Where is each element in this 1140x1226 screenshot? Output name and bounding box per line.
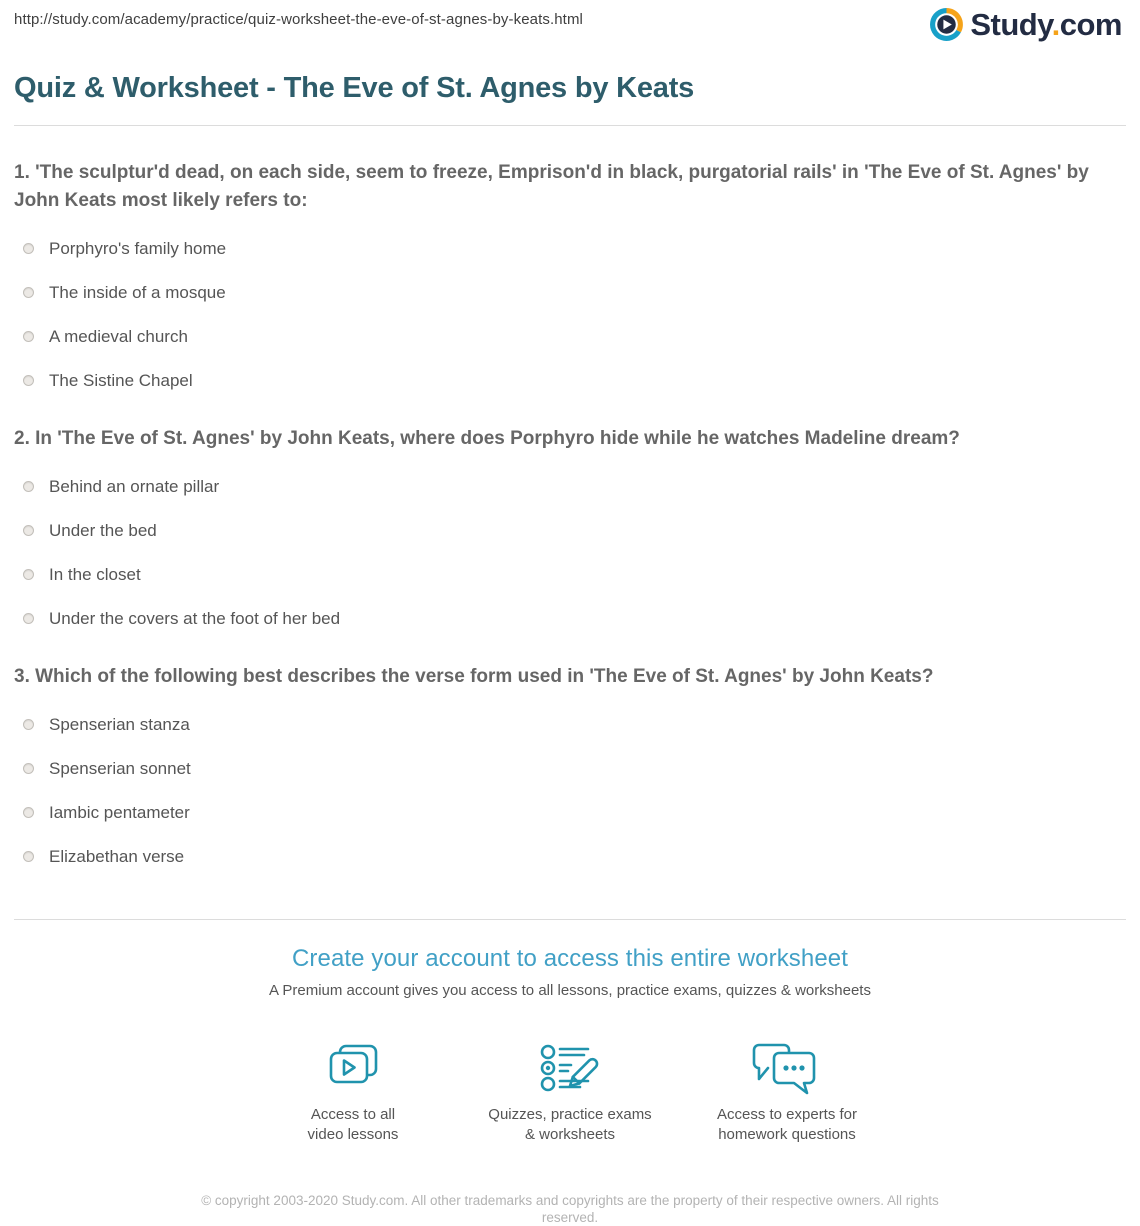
question-text: 2. In 'The Eve of St. Agnes' by John Keats, where does Porphyro hide while he watches Madeline dream? (14, 428, 960, 449)
option-label[interactable]: Under the covers at the foot of her bed (49, 608, 341, 628)
radio-button[interactable] (23, 763, 34, 774)
page-header (0, 0, 1140, 50)
feature-label: Access to all video lessons (307, 1106, 399, 1143)
feature-quizzes-worksheets (462, 1041, 679, 1145)
option-label[interactable]: Elizabethan verse (49, 846, 185, 866)
radio-button[interactable] (23, 569, 34, 580)
radio-button[interactable] (23, 375, 34, 386)
answer-option[interactable] (14, 281, 1126, 304)
feature-expert-help (679, 1041, 896, 1145)
copyright-text: © copyright 2003-2020 Study.com. All other trademarks and copyrights are the property of their respective owners. All rights reserved. (201, 1193, 939, 1225)
cta-divider (14, 919, 1126, 920)
answer-option[interactable] (14, 369, 1126, 392)
option-label[interactable]: A medieval church (49, 326, 188, 346)
question-3-options (14, 713, 1126, 868)
studycom-logo[interactable] (928, 6, 1122, 43)
question-2-options (14, 475, 1126, 630)
radio-button[interactable] (23, 525, 34, 536)
radio-button[interactable] (23, 481, 34, 492)
radio-button[interactable] (23, 613, 34, 624)
option-label[interactable]: Spenserian stanza (49, 714, 190, 734)
cta-heading: Create your account to access this entire worksheet (291, 945, 849, 972)
answer-option[interactable] (14, 607, 1126, 630)
answer-option[interactable] (14, 237, 1126, 260)
radio-button[interactable] (23, 807, 34, 818)
studycom-logo-text: Study.com (970, 6, 1122, 42)
studycom-logo-icon (928, 6, 965, 43)
video-lessons-icon (245, 1041, 462, 1096)
answer-option[interactable] (14, 845, 1126, 868)
feature-video-lessons (245, 1041, 462, 1145)
answer-option[interactable] (14, 563, 1126, 586)
radio-button[interactable] (23, 287, 34, 298)
cta-section (14, 945, 1126, 1226)
radio-button[interactable] (23, 243, 34, 254)
answer-option[interactable] (14, 713, 1126, 736)
question-2 (14, 425, 1126, 630)
answer-option[interactable] (14, 325, 1126, 348)
answer-option[interactable] (14, 475, 1126, 498)
question-text: 1. 'The sculptur'd dead, on each side, seem to freeze, Emprison'd in black, purgatorial rails' in 'The Eve of St. Agnes' by John Keats most likely refers to: (14, 162, 1089, 211)
question-text: 3. Which of the following best describes the verse form used in 'The Eve of St. Agnes' by John Keats? (14, 666, 934, 687)
answer-option[interactable] (14, 801, 1126, 824)
question-3 (14, 663, 1126, 868)
option-label[interactable]: The inside of a mosque (49, 282, 226, 302)
answer-option[interactable] (14, 757, 1126, 780)
feature-list (14, 1041, 1126, 1145)
cta-subheading: A Premium account gives you access to all lessons, practice exams, quizzes & worksheets (269, 982, 871, 999)
option-label[interactable]: Behind an ornate pillar (49, 476, 220, 496)
page-url: http://study.com/academy/practice/quiz-worksheet-the-eve-of-st-agnes-by-keats.html (14, 11, 583, 28)
option-label[interactable]: The Sistine Chapel (49, 370, 193, 390)
option-label[interactable]: Under the bed (49, 520, 157, 540)
title-divider (14, 125, 1126, 126)
feature-label: Quizzes, practice exams & worksheets (488, 1106, 652, 1143)
question-1 (14, 159, 1126, 392)
option-label[interactable]: Iambic pentameter (49, 802, 190, 822)
radio-button[interactable] (23, 719, 34, 730)
quiz-worksheet-icon (462, 1041, 679, 1096)
radio-button[interactable] (23, 851, 34, 862)
page-title: Quiz & Worksheet - The Eve of St. Agnes by Keats (14, 72, 695, 104)
feature-label: Access to experts for homework questions (716, 1106, 858, 1143)
answer-option[interactable] (14, 519, 1126, 542)
question-1-options (14, 237, 1126, 392)
option-label[interactable]: Porphyro's family home (49, 238, 227, 258)
radio-button[interactable] (23, 331, 34, 342)
option-label[interactable]: Spenserian sonnet (49, 758, 191, 778)
option-label[interactable]: In the closet (49, 564, 141, 584)
chat-experts-icon (679, 1041, 896, 1096)
